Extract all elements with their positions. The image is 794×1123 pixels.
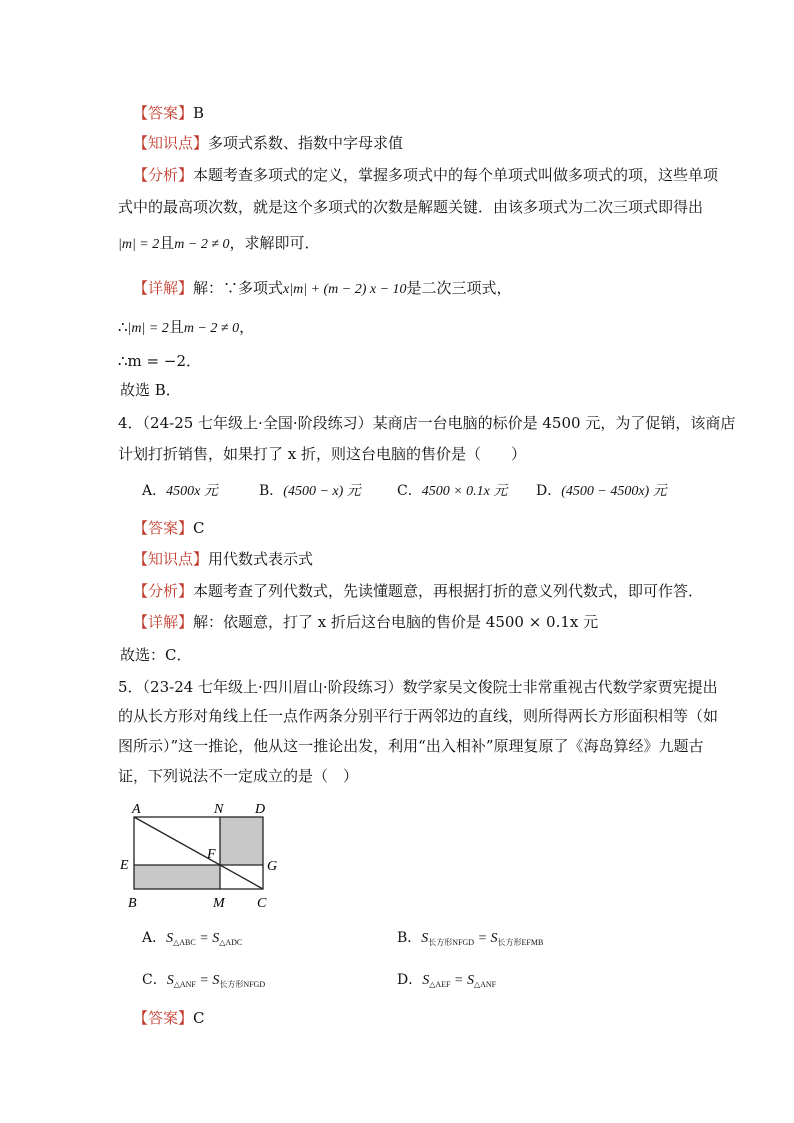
area-symbol: S	[166, 931, 174, 946]
q3-step1	[118, 317, 254, 339]
q4-option-d	[536, 481, 667, 502]
q5-option-b: B．$S_{长方形NFGD} = S_{长方形EFMB}$	[397, 930, 544, 947]
detail-intro: 解：∵多项式	[193, 279, 284, 297]
area-subscript: △ADC	[219, 938, 243, 947]
question-source: （23-24 七年级上·四川眉山·阶段练习）	[142, 678, 403, 696]
q5-option-a: A．$S_{\triangle ABC} = S_{\triangle ADC}$	[142, 930, 243, 947]
q4-answer-line	[133, 518, 205, 538]
area-symbol: S	[490, 931, 498, 946]
option-text: 4500x 元	[166, 484, 218, 499]
q3-answer-line	[133, 103, 204, 123]
q4-detail-line	[133, 612, 598, 632]
answer-tag: 【答案】	[133, 1009, 194, 1027]
analysis-text: 本题考查多项式的定义，掌握多项式中的每个单项式叫做多项式的项，这些单项	[193, 166, 719, 184]
knowledge-tag: 【知识点】	[133, 134, 209, 152]
analysis-tag: 【分析】	[133, 582, 194, 600]
knowledge-text: 用代数式表示式	[208, 550, 314, 568]
knowledge-text: 多项式系数、指数中字母求值	[208, 134, 404, 152]
q4-stem-line1	[118, 413, 735, 433]
area-subscript: 长方形EFMB	[497, 938, 544, 947]
and-word: 且	[168, 318, 184, 336]
label-b: B	[128, 896, 137, 910]
knowledge-tag: 【知识点】	[133, 550, 209, 568]
q5-stem-line4: 证，下列说法不一定成立的是（ ）	[118, 767, 359, 785]
q5-answer-line	[133, 1008, 205, 1028]
q5-stem-line2: 的从长方形对角线上任一点作两条分别平行于两邻边的直线，则所得两长方形面积相等（如	[118, 707, 719, 725]
area-subscript: △ANF	[473, 980, 497, 989]
analysis-end: ，求解即可．	[229, 234, 320, 252]
q5-option-d: D．$S_{\triangle AEF} = S_{\triangle ANF}$	[397, 972, 497, 989]
polynomial: x|m| + (m − 2) x − 10	[283, 282, 407, 297]
detail-tag: 【详解】	[133, 613, 194, 631]
answer-value: C	[193, 1009, 205, 1027]
area-subscript: 长方形NFGD	[428, 938, 475, 947]
q3-analysis-line3	[118, 233, 320, 255]
option-text: (4500 − x) 元	[283, 484, 361, 499]
area-symbol: S	[422, 973, 430, 988]
answer-value: B	[193, 104, 205, 122]
q4-stem-line2: 计划打折销售，如果打了 x 折，则这台电脑的售价是（ ）	[118, 445, 526, 463]
area-symbol: S	[466, 973, 474, 988]
q5-option-c: C．$S_{\triangle ANF} = S_{长方形NFGD}$	[142, 972, 266, 989]
question-stem: 数学家吴文俊院士非常重视古代数学家贾宪提出	[402, 678, 718, 696]
option-label: D．	[536, 483, 562, 499]
option-text: (4500 − 4500x) 元	[561, 484, 667, 499]
option-label: A．	[142, 483, 167, 499]
option-label: C．	[142, 972, 167, 988]
option-label: C．	[397, 483, 422, 499]
q5-stem-line3: 图所示）”这一推论，他从这一推论出发，利用“出入相补”原理复原了《海岛算经》九题古	[118, 737, 704, 755]
option-label: A．	[142, 930, 167, 946]
q3-analysis-line2: 式中的最高项次数，就是这个多项式的次数是解题关键．由该多项式为二次三项式即得出	[118, 198, 704, 216]
option-label: B．	[397, 930, 422, 946]
shaded-rect-efmb	[134, 865, 220, 889]
label-e: E	[120, 858, 129, 873]
q4-option-c	[397, 481, 507, 502]
area-subscript: 长方形NFGD	[219, 980, 266, 989]
detail-end: 是二次三项式，	[406, 279, 512, 297]
comma: ，	[239, 318, 255, 336]
q4-option-a	[142, 481, 218, 502]
q3-analysis-line1	[133, 165, 718, 185]
answer-tag: 【答案】	[133, 104, 194, 122]
area-subscript: △AEF	[429, 980, 451, 989]
q4-option-b	[259, 481, 361, 502]
label-a: A	[132, 802, 141, 817]
q4-choice: 故选：C．	[120, 646, 192, 664]
label-n: N	[214, 802, 224, 817]
question-source: （24-25 七年级上·全国·阶段练习）	[142, 414, 373, 432]
area-symbol: S	[421, 931, 429, 946]
q4-analysis-line	[133, 581, 703, 601]
shaded-rect-nfgd	[220, 817, 263, 865]
q3-step2: ∴m = −2．	[118, 352, 201, 370]
detail-text: 解：依题意，打了 x 折后这台电脑的售价是 4500 × 0.1x 元	[193, 613, 599, 631]
rectangle-figure	[114, 800, 294, 910]
detail-tag: 【详解】	[133, 279, 194, 297]
analysis-text: 本题考查了列代数式，先读懂题意，再根据打折的意义列代数式，即可作答．	[193, 582, 704, 600]
option-label: B．	[259, 483, 284, 499]
label-d: D	[255, 802, 266, 817]
q3-detail-line	[133, 278, 512, 300]
area-symbol: S	[212, 973, 220, 988]
area-subscript: △ABC	[173, 938, 196, 947]
abs-m-eq: |m| = 2	[127, 321, 169, 336]
therefore-sign: ∴	[118, 318, 128, 336]
label-g: G	[267, 859, 278, 874]
answer-tag: 【答案】	[133, 519, 194, 537]
area-subscript: △ANF	[173, 980, 196, 989]
area-symbol: S	[166, 973, 174, 988]
option-text: 4500 × 0.1x 元	[421, 484, 508, 499]
m-minus-2: m − 2 ≠ 0	[174, 237, 230, 252]
question-number: 5．	[118, 678, 143, 696]
analysis-tag: 【分析】	[133, 166, 194, 184]
label-m: M	[213, 896, 225, 910]
m-minus-2: m − 2 ≠ 0	[183, 321, 240, 336]
q3-knowledge-line	[133, 133, 403, 153]
question-number: 4．	[118, 414, 143, 432]
area-symbol: S	[212, 931, 220, 946]
question-stem: 某商店一台电脑的标价是 4500 元，为了促销，该商店	[372, 414, 736, 432]
and-word: 且	[159, 234, 175, 252]
abs-m-eq: |m| = 2	[118, 237, 160, 252]
option-label: D．	[397, 972, 423, 988]
q4-knowledge-line	[133, 549, 313, 569]
q3-choice: 故选 B．	[120, 381, 181, 399]
label-f: F	[207, 847, 216, 862]
label-c: C	[257, 896, 267, 910]
q5-stem-line1	[118, 677, 718, 697]
answer-value: C	[193, 519, 205, 537]
